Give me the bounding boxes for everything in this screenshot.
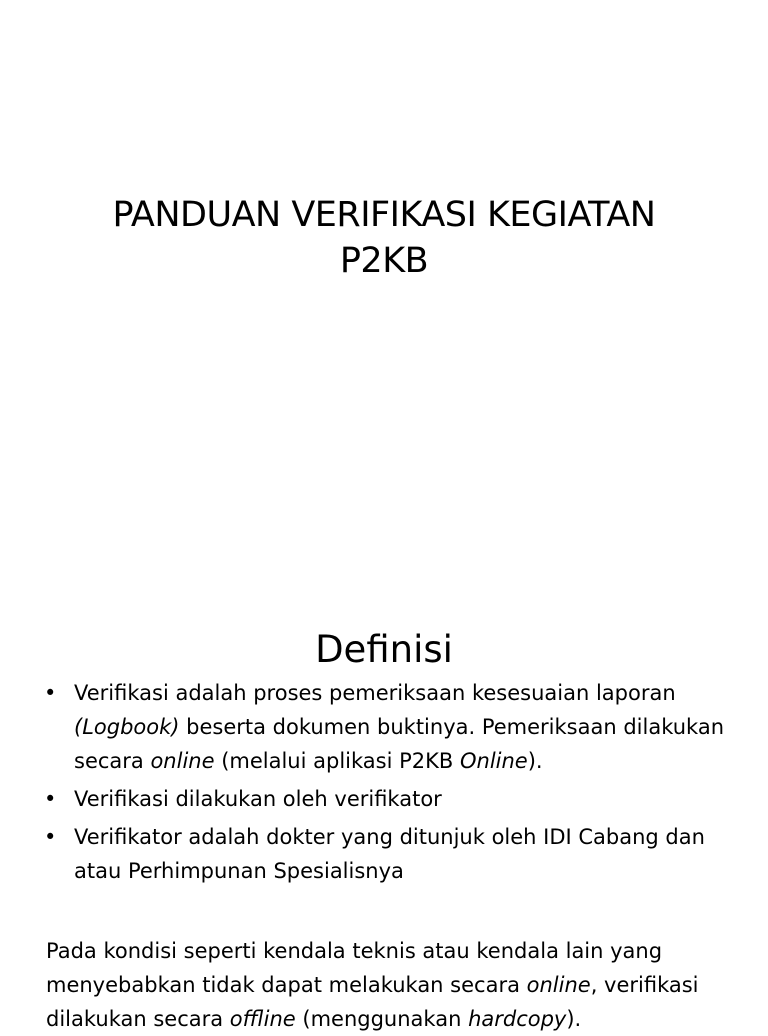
bullet-text: Verifikator adalah dokter yang ditunjuk oleh IDI Cabang dan atau Perhimpunan Spesialisnya — [74, 825, 705, 883]
section-heading: Definisi — [315, 628, 453, 671]
bullet-list — [44, 676, 744, 892]
slide-title-line-1: PANDUAN VERIFIKASI KEGIATAN — [112, 195, 656, 235]
bullet-text-italic: (Logbook) — [74, 715, 180, 739]
paragraph-text-italic: hardcopy — [468, 1007, 567, 1031]
slide-title — [40, 192, 728, 284]
paragraph-text: , verifikasi dilakukan secara — [46, 973, 699, 1031]
paragraph-text-italic: online — [526, 973, 591, 997]
bullet-text-italic: online — [150, 749, 215, 773]
bullet-item-verifier-definition — [44, 820, 744, 888]
slide-title-line-2: P2KB — [339, 241, 429, 281]
bullet-text-italic: Online — [459, 749, 528, 773]
paragraph-text: Pada kondisi seperti kendala teknis atau kendala lain yang menyebabkan tidak dapat melakukan secara — [46, 939, 663, 997]
offline-paragraph — [46, 934, 751, 1036]
paragraph-text-italic: offline — [229, 1007, 296, 1031]
bullet-item-definition — [44, 676, 744, 778]
bullet-item-verifier — [44, 782, 744, 816]
bullet-text: (melalui aplikasi P2KB — [214, 749, 460, 773]
bullet-text: ). — [527, 749, 543, 773]
bullet-text: Verifikasi adalah proses pemeriksaan kesesuaian laporan — [74, 681, 676, 705]
paragraph-text: (menggunakan — [295, 1007, 469, 1031]
paragraph-text: ). — [566, 1007, 582, 1031]
bullet-text: Verifikasi dilakukan oleh verifikator — [74, 787, 442, 811]
bullet-text: beserta dokumen buktinya. Pemeriksaan dilakukan secara — [74, 715, 725, 773]
